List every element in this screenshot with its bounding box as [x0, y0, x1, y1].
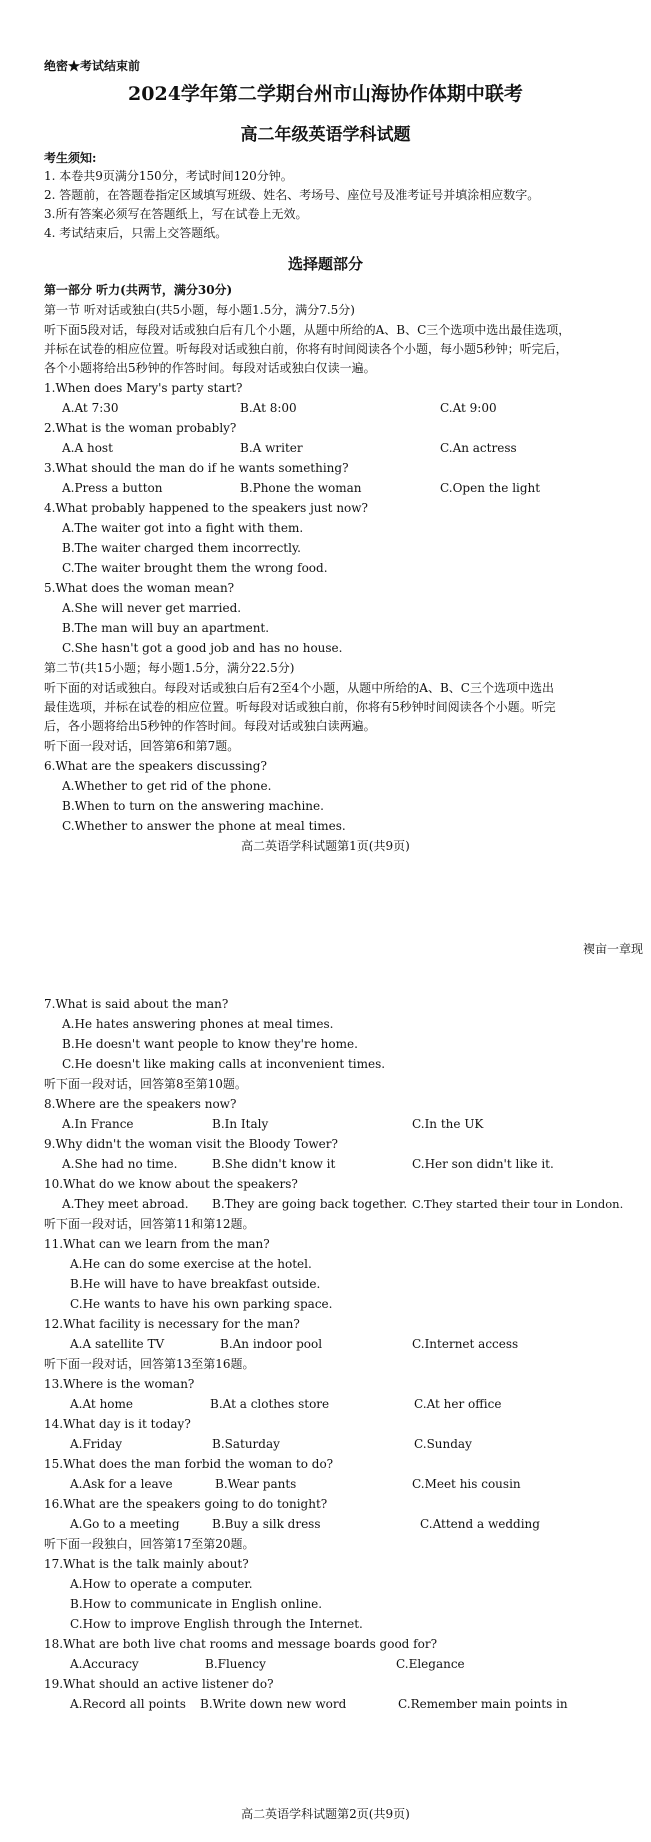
option-c: C.At 9:00	[440, 401, 497, 415]
option-b: B.Fluency	[205, 1657, 266, 1671]
question-stem: 13.Where is the woman?	[44, 1377, 195, 1391]
option-b: B.Buy a silk dress	[212, 1517, 321, 1531]
option-c: C.Elegance	[396, 1657, 465, 1671]
option-c: C.How to improve English through the Internet.	[70, 1617, 363, 1631]
listen-instruction: 听下面一段对话，回答第8至第10题。	[44, 1077, 247, 1091]
question-stem: 7.What is said about the man?	[44, 997, 229, 1011]
exam-page-2	[0, 960, 651, 1842]
option-c: C.Attend a wedding	[420, 1517, 540, 1531]
part1-heading: 第一部分 听力(共两节，满分30分)	[44, 283, 233, 297]
option-a: A.He can do some exercise at the hotel.	[70, 1257, 312, 1271]
question-stem: 19.What should an active listener do?	[44, 1677, 274, 1691]
instruction-line: 各个小题将给出5秒钟的作答时间。每段对话或独白仅读一遍。	[44, 361, 376, 375]
exam-title: 2024学年第二学期台州市山海协作体期中联考	[128, 83, 523, 105]
question-stem: 10.What do we know about the speakers?	[44, 1177, 298, 1191]
question-stem: 15.What does the man forbid the woman to do?	[44, 1457, 334, 1471]
option-a: A.A host	[62, 441, 113, 455]
option-c: C.He doesn't like making calls at inconvenient times.	[62, 1057, 386, 1071]
option-c: C.Meet his cousin	[412, 1477, 521, 1491]
notice-item: 4. 考试结束后，只需上交答题纸。	[44, 226, 228, 240]
notice-item: 1. 本卷共9页满分150分，考试时间120分钟。	[44, 169, 293, 183]
option-b: B.An indoor pool	[220, 1337, 323, 1351]
listen-instruction: 听下面一段独白，回答第17至第20题。	[44, 1537, 255, 1551]
option-b: B.How to communicate in English online.	[70, 1597, 323, 1611]
option-b: B.She didn't know it	[212, 1157, 336, 1171]
exam-subtitle: 高二年级英语学科试题	[240, 125, 411, 145]
instruction-line: 并标在试卷的相应位置。听每段对话或独白前，你将有时间阅读各个小题，每小题5秒钟；听完后，	[44, 342, 568, 356]
instruction-line: 听下面5段对话，每段对话或独白后有几个小题，从题中所给的A、B、C三个选项中选出最佳选项，	[44, 323, 571, 337]
question-stem: 1.When does Mary's party start?	[44, 381, 243, 395]
option-c: C.Sunday	[414, 1437, 472, 1451]
option-a: A.Ask for a leave	[70, 1477, 173, 1491]
option-b: B.They are going back together.	[212, 1197, 408, 1211]
question-stem: 2.What is the woman probably?	[44, 421, 237, 435]
question-stem: 16.What are the speakers going to do tonight?	[44, 1497, 328, 1511]
side-note: 褉亩一章现	[582, 942, 643, 956]
option-a: A.Whether to get rid of the phone.	[62, 779, 272, 793]
question-stem: 17.What is the talk mainly about?	[44, 1557, 249, 1571]
option-a: A.Accuracy	[70, 1657, 139, 1671]
option-a: A.Friday	[70, 1437, 122, 1451]
option-b: B.The man will buy an apartment.	[62, 621, 270, 635]
option-c: C.Whether to answer the phone at meal times.	[62, 819, 346, 833]
option-c: C.Her son didn't like it.	[412, 1157, 554, 1171]
option-c: C.In the UK	[412, 1117, 484, 1131]
option-a: A.He hates answering phones at meal times.	[62, 1017, 334, 1031]
option-a: A.The waiter got into a fight with them.	[62, 521, 304, 535]
question-stem: 6.What are the speakers discussing?	[44, 759, 267, 773]
option-a: A.She had no time.	[62, 1157, 178, 1171]
option-b: B.He doesn't want people to know they're home.	[62, 1037, 358, 1051]
page-footer: 高二英语学科试题第1页(共9页)	[241, 839, 410, 853]
question-stem: 11.What can we learn from the man?	[44, 1237, 270, 1251]
instruction-line: 最佳选项，并标在试卷的相应位置。听每段对话或独白前，你将有5秒钟时间阅读各个小题。听完	[44, 700, 556, 714]
listen-instruction: 听下面一段对话，回答第6和第7题。	[44, 739, 240, 753]
notice-heading: 考生须知:	[44, 151, 97, 165]
option-a: A.Press a button	[62, 481, 163, 495]
option-c: C.An actress	[440, 441, 517, 455]
option-b: B.Phone the woman	[240, 481, 362, 495]
option-c: C.She hasn't got a good job and has no house.	[62, 641, 343, 655]
question-stem: 18.What are both live chat rooms and message boards good for?	[44, 1637, 438, 1651]
question-stem: 9.Why didn't the woman visit the Bloody Tower?	[44, 1137, 338, 1151]
option-b: B.He will have to have breakfast outside.	[70, 1277, 321, 1291]
question-stem: 5.What does the woman mean?	[44, 581, 235, 595]
instruction-line: 听下面的对话或独白。每段对话或独白后有2至4个小题，从题中所给的A、B、C三个选项中选出	[44, 681, 554, 695]
option-c: C.At her office	[414, 1397, 502, 1411]
option-c: C.They started their tour in London.	[412, 1197, 624, 1211]
option-a: A.Record all points	[70, 1697, 186, 1711]
option-b: B.A writer	[240, 441, 303, 455]
option-b: B.In Italy	[212, 1117, 269, 1131]
option-c: C.The waiter brought them the wrong food.	[62, 561, 328, 575]
option-c: C.Open the light	[440, 481, 541, 495]
option-a: A.A satellite TV	[70, 1337, 165, 1351]
option-b: B.At a clothes store	[210, 1397, 330, 1411]
option-a: A.Go to a meeting	[70, 1517, 180, 1531]
option-a: A.She will never get married.	[62, 601, 242, 615]
option-a: A.They meet abroad.	[62, 1197, 189, 1211]
instruction-line: 后，各小题将给出5秒钟的作答时间。每段对话或独白读两遍。	[44, 719, 376, 733]
option-b: B.At 8:00	[240, 401, 297, 415]
option-b: B.The waiter charged them incorrectly.	[62, 541, 301, 555]
option-b: B.Saturday	[212, 1437, 280, 1451]
section-title: 选择题部分	[287, 255, 363, 273]
option-c: C.He wants to have his own parking space.	[70, 1297, 333, 1311]
question-stem: 14.What day is it today?	[44, 1417, 191, 1431]
notice-item: 3.所有答案必须写在答题纸上，写在试卷上无效。	[44, 207, 308, 221]
section1-heading: 第一节 听对话或独白(共5小题，每小题1.5分，满分7.5分)	[44, 303, 355, 317]
option-c: C.Internet access	[412, 1337, 519, 1351]
question-stem: 4.What probably happened to the speakers just now?	[44, 501, 368, 515]
question-stem: 3.What should the man do if he wants something?	[44, 461, 349, 475]
notice-item: 2. 答题前，在答题卷指定区域填写班级、姓名、考场号、座位号及准考证号并填涂相应数字。	[44, 188, 540, 202]
option-b: B.When to turn on the answering machine.	[62, 799, 324, 813]
secret-label: 绝密★考试结束前	[44, 59, 141, 73]
question-stem: 12.What facility is necessary for the man?	[44, 1317, 300, 1331]
option-a: A.In France	[62, 1117, 134, 1131]
question-stem: 8.Where are the speakers now?	[44, 1097, 237, 1111]
section2-heading: 第二节(共15小题；每小题1.5分，满分22.5分)	[44, 661, 295, 675]
listen-instruction: 听下面一段对话，回答第11和第12题。	[44, 1217, 255, 1231]
option-a: A.At home	[70, 1397, 134, 1411]
option-a: A.At 7:30	[62, 401, 119, 415]
option-c: C.Remember main points in	[398, 1697, 568, 1711]
option-b: B.Wear pants	[215, 1477, 297, 1491]
page-footer: 高二英语学科试题第2页(共9页)	[241, 1807, 410, 1821]
option-b: B.Write down new word	[200, 1697, 347, 1711]
option-a: A.How to operate a computer.	[70, 1577, 253, 1591]
listen-instruction: 听下面一段对话，回答第13至第16题。	[44, 1357, 255, 1371]
